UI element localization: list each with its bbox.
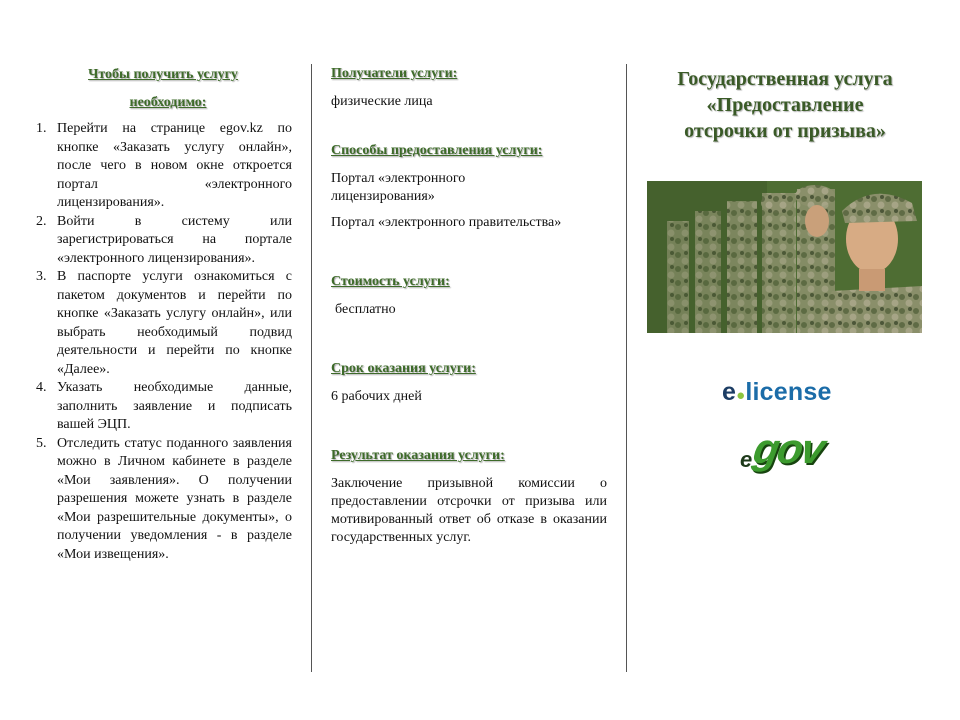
egov-logo-text: gov	[749, 425, 827, 472]
term-value: 6 рабочих дней	[331, 389, 422, 404]
method-egov: Портал «электронного правительства»	[331, 215, 562, 230]
soldiers-illustration	[647, 181, 922, 333]
column-divider-right	[626, 64, 627, 672]
cover-column	[640, 64, 930, 144]
elicense-logo-text: license	[745, 378, 832, 406]
result-value: Заключение призывной комиссии о предоставлении отсрочки от призыва или мотивированный ответ об отказе в оказании государственных услуг.	[331, 476, 607, 545]
egov-logo-e: e	[740, 447, 753, 472]
recipients-section	[331, 64, 607, 111]
list-item: 5. Отследить статус поданного заявления можно в Личном кабинете в разделе «Мои заявления». О получении разрешения можете узнать в разделе «Мои разрешительные документы», о получении уведомления - в разделе «Мои извещения».	[36, 435, 292, 562]
instructions-heading-line1: Чтобы получить услугу	[88, 67, 238, 82]
service-info-column	[331, 64, 607, 547]
term-label: Срок оказания услуги:	[331, 361, 476, 376]
cover-title-line2: «Предоставление	[706, 94, 864, 116]
column-divider-left	[311, 64, 312, 672]
instructions-column	[34, 64, 292, 564]
cost-label: Стоимость услуги:	[331, 274, 450, 289]
cover-title	[640, 66, 930, 144]
list-item: 2. Войти в систему или зарегистрироваться на портале «электронного лицензирования».	[36, 213, 292, 266]
cover-title-line1: Государственная услуга	[677, 68, 893, 90]
instructions-heading-line2: необходимо:	[129, 95, 207, 110]
term-section	[331, 359, 607, 406]
recipients-value: физические лица	[331, 94, 433, 109]
list-item: 3. В паспорте услуги ознакомиться с пакетом документов и перейти по кнопке «Заказать услугу онлайн», или выбрать необходимый подвид деятельности и перейти по кнопке «Далее».	[36, 269, 292, 377]
elicense-dot-icon: ●	[736, 387, 746, 404]
elicense-logo-e: e	[722, 378, 737, 406]
list-item: 1. Перейти на странице egov.kz по кнопке «Заказать услугу онлайн», после чего в новом окне откроется портал «электронного лицензирования».	[36, 121, 292, 210]
methods-label: Способы предоставления услуги:	[331, 143, 543, 158]
egov-logo	[740, 425, 832, 485]
list-item: 4. Указать необходимые данные, заполнить заявление и подписать вашей ЭЦП.	[36, 380, 292, 432]
result-section	[331, 446, 607, 547]
instructions-list	[34, 120, 292, 564]
methods-section	[331, 141, 607, 232]
recipients-label: Получатели услуги:	[331, 66, 458, 81]
cover-title-line3: отсрочки от призыва»	[684, 120, 886, 142]
result-label: Результат оказания услуги:	[331, 448, 505, 463]
cost-section	[331, 272, 607, 319]
cost-value: бесплатно	[335, 302, 396, 317]
elicense-logo	[722, 378, 832, 407]
soldiers-photo	[647, 181, 922, 333]
method-elicensing: Портал «электронного лицензирования»	[331, 171, 466, 204]
